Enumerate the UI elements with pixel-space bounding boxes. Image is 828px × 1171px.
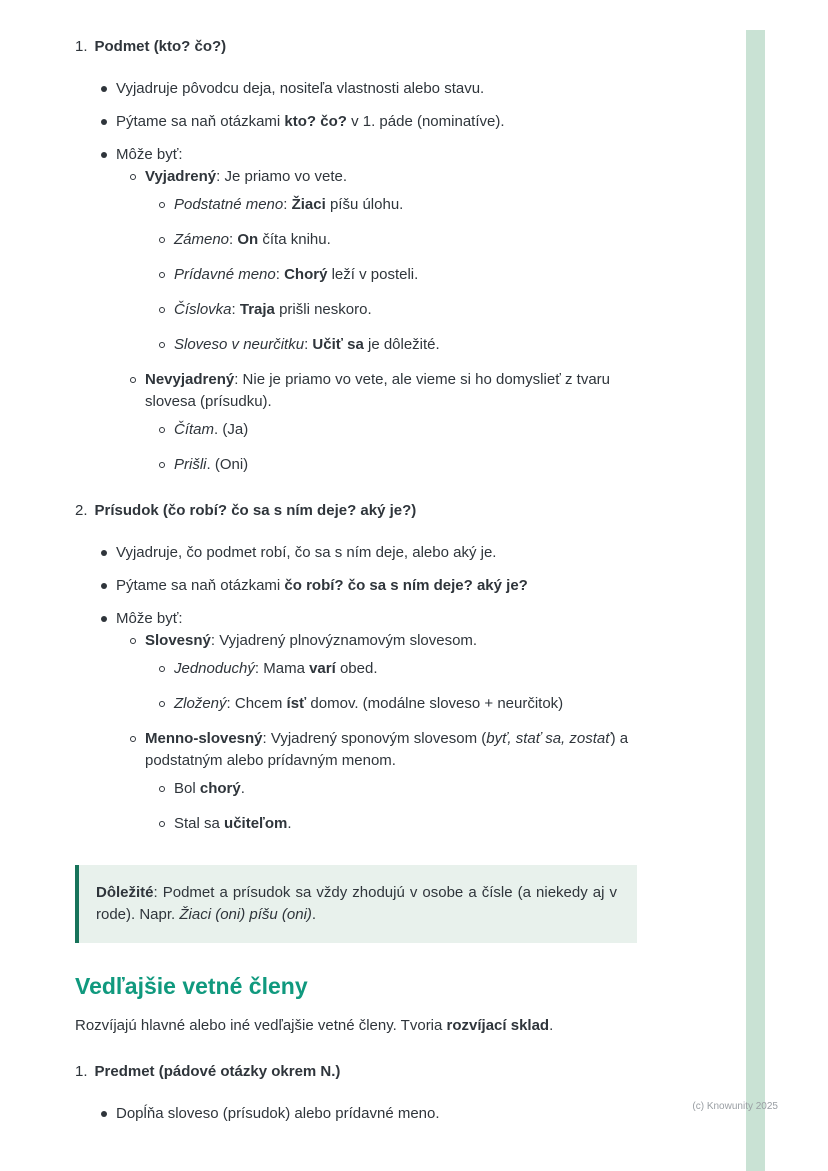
side-accent-bar (746, 30, 765, 1171)
list-item-text (174, 658, 637, 680)
text-segment: : Vyjadrený sponovým slovesom ( (262, 730, 487, 747)
bullet-disc-icon (101, 152, 107, 158)
text-segment: : (231, 301, 240, 318)
bullet-list-item (75, 813, 637, 835)
text-segment: Jednoduchý (174, 660, 255, 677)
text-segment: obed. (335, 660, 378, 677)
bullet-list-item (75, 658, 637, 680)
text-segment: rozvíjací sklad (446, 1017, 550, 1034)
bullet-list-item (75, 728, 637, 772)
bullet-list-item (75, 575, 637, 597)
text-segment: leží v posteli. (327, 266, 419, 283)
text-segment: Prídavné meno (174, 266, 276, 283)
text-segment: ísť (286, 695, 307, 712)
text-segment: kto? čo? (284, 113, 347, 130)
text-segment: Chorý (284, 266, 328, 283)
text-segment: . (Oni) (206, 456, 249, 473)
text-segment: čo robí? čo sa s ním deje? aký je? (284, 577, 528, 594)
copyright-text: (c) Knowunity 2025 (692, 1101, 778, 1112)
bullet-circle-icon (159, 462, 165, 468)
list-item-text (174, 264, 637, 286)
text-segment: píšu úlohu. (325, 196, 404, 213)
numbered-list-item (75, 1061, 637, 1083)
text-segment: Učiť sa (312, 336, 364, 353)
bullet-circle-icon (159, 701, 165, 707)
text-segment: Rozvíjajú hlavné alebo iné vedľajšie vetné členy. Tvoria (75, 1017, 447, 1034)
bullet-list-item (75, 608, 637, 630)
text-segment: : (304, 336, 313, 353)
bullet-circle-icon (130, 174, 136, 180)
text-segment: Vyjadruje pôvodcu deja, nositeľa vlastnosti alebo stavu. (116, 80, 485, 97)
text-segment: : Nie je priamo vo vete, ale vieme si ho domyslieť z tvaru slovesa (prísudku). (145, 371, 610, 410)
bullet-disc-icon (101, 86, 107, 92)
text-segment: On (237, 231, 259, 248)
bullet-disc-icon (101, 1111, 107, 1117)
list-item-text (145, 630, 637, 652)
bullet-list-item (75, 454, 637, 476)
bullet-list-item (75, 630, 637, 652)
bullet-disc-icon (101, 550, 107, 556)
text-segment: . (Ja) (214, 421, 249, 438)
text-segment: Menno-slovesný (145, 730, 263, 747)
text-segment: : (229, 231, 238, 248)
bullet-list-item (75, 299, 637, 321)
bullet-list-item (75, 144, 637, 166)
list-item-text (174, 813, 637, 835)
text-segment: Vyjadrený (145, 168, 217, 185)
text-segment: učiteľom (224, 815, 288, 832)
text-segment: Stal sa (174, 815, 225, 832)
text-segment: Zložený (174, 695, 227, 712)
text-segment: Prišli (174, 456, 207, 473)
bullet-circle-icon (159, 307, 165, 313)
list-item-text (116, 608, 637, 630)
list-number: 1. (75, 38, 88, 55)
list-item-text (174, 194, 637, 216)
text-segment: Vedľajšie vetné členy (75, 973, 308, 999)
text-segment: : Mama (254, 660, 310, 677)
document-body (75, 36, 637, 1136)
list-item-text (95, 1061, 637, 1083)
section-heading (75, 971, 637, 1001)
list-item-text (116, 575, 637, 597)
callout-text (96, 884, 617, 923)
text-segment: Nevyjadrený (145, 371, 235, 388)
bullet-list-item (75, 693, 637, 715)
bullet-circle-icon (159, 202, 165, 208)
text-segment: je dôležité. (363, 336, 440, 353)
text-segment: Predmet (pádové otázky okrem N.) (94, 1063, 341, 1080)
list-number: 2. (75, 502, 88, 519)
bullet-list-item (75, 334, 637, 356)
text-segment: Sloveso v neurčitku (174, 336, 305, 353)
text-segment: Môže byť: (116, 146, 183, 163)
list-item-text (116, 78, 637, 100)
list-item-text (174, 229, 637, 251)
list-item-text (174, 299, 637, 321)
text-segment: Slovesný (145, 632, 211, 649)
bullet-list-item (75, 166, 637, 188)
bullet-list-item (75, 419, 637, 441)
bullet-circle-icon (130, 736, 136, 742)
text-segment: : (283, 196, 292, 213)
text-segment: Vyjadruje, čo podmet robí, čo sa s ním deje, alebo aký je. (116, 544, 497, 561)
list-item-text (174, 693, 637, 715)
list-item-text (145, 166, 637, 188)
bullet-disc-icon (101, 583, 107, 589)
text-segment: Bol (174, 780, 200, 797)
bullet-circle-icon (159, 342, 165, 348)
text-segment: domov. (modálne sloveso + neurčitok) (306, 695, 564, 712)
bullet-disc-icon (101, 616, 107, 622)
paragraph (75, 1015, 637, 1037)
text-segment: . (311, 906, 317, 923)
bullet-circle-icon (159, 237, 165, 243)
text-segment: Žiaci (291, 196, 326, 213)
numbered-list-item (75, 36, 637, 58)
text-segment: Čítam (174, 421, 215, 438)
list-item-text (95, 36, 637, 58)
list-number: 1. (75, 1063, 88, 1080)
bullet-circle-icon (159, 786, 165, 792)
list-item-text (116, 144, 637, 166)
callout-important (75, 865, 637, 943)
bullet-list-item (75, 111, 637, 133)
list-item-text (116, 111, 637, 133)
text-segment: Pýtame sa naň otázkami (116, 113, 285, 130)
text-segment: Podstatné meno (174, 196, 284, 213)
list-item-text (116, 542, 637, 564)
text-segment: . (287, 815, 292, 832)
text-segment: . (549, 1017, 554, 1034)
bullet-circle-icon (159, 821, 165, 827)
text-segment: Podmet (kto? čo?) (94, 38, 227, 55)
list-item-text (145, 369, 637, 413)
text-segment: Môže byť: (116, 610, 183, 627)
bullet-list-item (75, 78, 637, 100)
text-segment: : Je priamo vo vete. (216, 168, 348, 185)
list-item-text (174, 419, 637, 441)
list-item-text (145, 728, 637, 772)
bullet-list-item (75, 542, 637, 564)
text-segment: číta knihu. (258, 231, 331, 248)
list-item-text (174, 778, 637, 800)
text-segment: prišli neskoro. (274, 301, 372, 318)
text-segment: . (240, 780, 245, 797)
text-segment: : Vyjadrený plnovýznamovým slovesom. (210, 632, 478, 649)
text-segment: Žiaci (oni) píšu (oni) (179, 906, 312, 923)
text-segment: byť, stať sa, zostať (486, 730, 611, 747)
text-segment: Dopĺňa sloveso (prísudok) alebo prídavné meno. (116, 1105, 440, 1122)
text-segment: : Podmet a prísudok sa vždy zhodujú v osobe a čísle (a niekedy aj v rode). Napr. (96, 884, 617, 923)
bullet-circle-icon (159, 427, 165, 433)
text-segment: chorý (199, 780, 241, 797)
list-item-text (116, 1103, 637, 1125)
text-segment: : Chcem (226, 695, 287, 712)
text-segment: Prísudok (čo robí? čo sa s ním deje? aký je?) (94, 502, 417, 519)
bullet-circle-icon (130, 638, 136, 644)
list-item-text (95, 500, 637, 522)
list-item-text (174, 454, 637, 476)
bullet-list-item (75, 778, 637, 800)
text-segment: Číslovka (174, 301, 232, 318)
bullet-disc-icon (101, 119, 107, 125)
bullet-list-item (75, 194, 637, 216)
bullet-list-item (75, 264, 637, 286)
text-segment: ) a podstatným alebo prídavným menom. (145, 730, 629, 769)
bullet-list-item (75, 369, 637, 413)
text-segment: Pýtame sa naň otázkami (116, 577, 285, 594)
bullet-circle-icon (130, 377, 136, 383)
bullet-circle-icon (159, 272, 165, 278)
list-item-text (174, 334, 637, 356)
text-segment: : (275, 266, 285, 283)
bullet-circle-icon (159, 666, 165, 672)
numbered-list-item (75, 500, 637, 522)
text-segment: varí (309, 660, 336, 677)
text-segment: v 1. páde (nominatíve). (346, 113, 505, 130)
text-segment: Dôležité (96, 884, 154, 901)
text-segment: Traja (239, 301, 275, 318)
text-segment: Zámeno (174, 231, 230, 248)
bullet-list-item (75, 1103, 637, 1125)
bullet-list-item (75, 229, 637, 251)
